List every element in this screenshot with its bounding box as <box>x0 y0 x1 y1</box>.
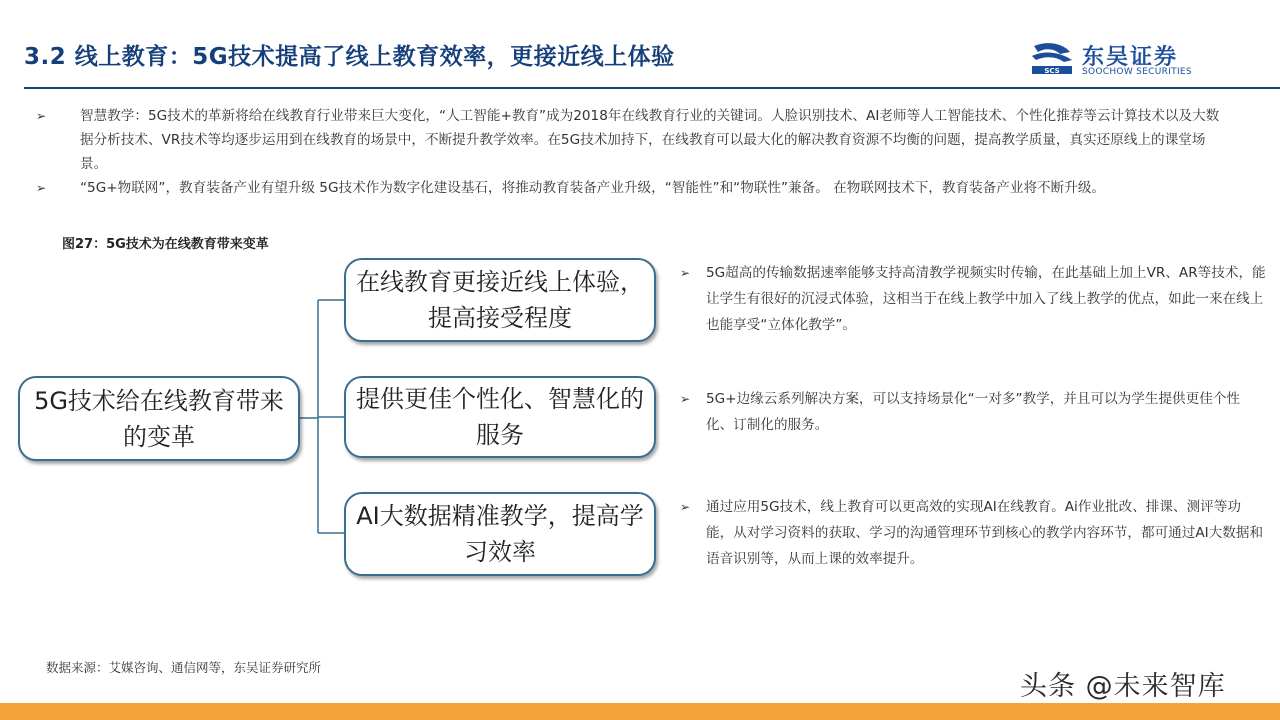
note-text: 5G超高的传输数据速率能够支持高清教学视频实时传输，在此基础上加上VR、AR等技术，能让学生有很好的沉浸式体验，这相当于在线上教学中加入了线上教学的优点，如此一来在线上也能享受“立体化教学”。 <box>706 265 1266 333</box>
bullet-arrow-icon: ➢ <box>36 109 47 123</box>
diagram-root-node: 5G技术给在线教育带来的变革 <box>18 376 300 461</box>
logo-name-cn: 东吴证券 <box>1082 45 1179 70</box>
page-title: 3.2 线上教育：5G技术提高了线上教育效率，更接近线上体验 <box>24 44 675 70</box>
note-text: 5G+边缘云系列解决方案，可以支持场景化“一对多”教学，并且可以为学生提供更佳个性化、订制化的服务。 <box>706 391 1241 433</box>
watermark: 头条 @未来智库 <box>1020 671 1226 702</box>
company-logo <box>1030 40 1270 80</box>
bullet-list <box>32 104 1232 200</box>
note-arrow-icon: ➢ <box>680 500 691 514</box>
branch-note-2 <box>676 386 1266 438</box>
logo-name-en: SOOCHOW SECURITIES <box>1082 67 1192 77</box>
diagram-branch-node-3: AI大数据精准教学，提高学习效率 <box>344 492 656 576</box>
bullet-arrow-icon: ➢ <box>36 181 47 195</box>
soochow-logo-icon <box>1030 42 1074 76</box>
bullet-item-iot <box>32 176 1232 200</box>
data-source-note: 数据来源：艾媒咨询、通信网等，东吴证券研究所 <box>46 660 322 675</box>
note-arrow-icon: ➢ <box>680 266 691 280</box>
branch-note-1 <box>676 260 1266 338</box>
bullet-text: 智慧教学：5G技术的革新将给在线教育行业带来巨大变化，“人工智能+教育”成为2018年在线教育行业的关键词。人脸识别技术、AI老师等人工智能技术、个性化推荐等云计算技术以及大数据分析技术、VR技术等均逐步运用到在线教育的场景中，不断提升教学效率。在5G技术加持下，在线教育可以最大化的解决教育资源不均衡的问题，提高教学质量，真实还原线上的课堂场景。 <box>80 108 1220 172</box>
figure-title: 图27：5G技术为在线教育带来变革 <box>62 237 269 252</box>
note-text: 通过应用5G技术，线上教育可以更高效的实现AI在线教育。Ai作业批改、排课、测评等功能，从对学习资料的获取、学习的沟通管理环节到核心的教学内容环节，都可通过AI大数据和语音识别等，从而上课的效率提升。 <box>706 499 1264 567</box>
logo-mark-text: SCS <box>1044 67 1060 75</box>
diagram-branch-node-1: 在线教育更接近线上体验，提高接受程度 <box>344 258 656 342</box>
bullet-text: “5G+物联网”，教育装备产业有望升级 5G技术作为数字化建设基石，将推动教育装备产业升级，“智能性”和“物联性”兼备。 在物联网技术下，教育装备产业将不断升级。 <box>80 180 1106 196</box>
bullet-item-smart-teaching <box>32 104 1232 176</box>
diagram-branch-node-2: 提供更佳个性化、智慧化的服务 <box>344 376 656 458</box>
note-arrow-icon: ➢ <box>680 392 691 406</box>
bottom-accent-bar <box>0 703 1280 720</box>
header-divider <box>24 87 1280 89</box>
branch-note-3 <box>676 494 1266 572</box>
